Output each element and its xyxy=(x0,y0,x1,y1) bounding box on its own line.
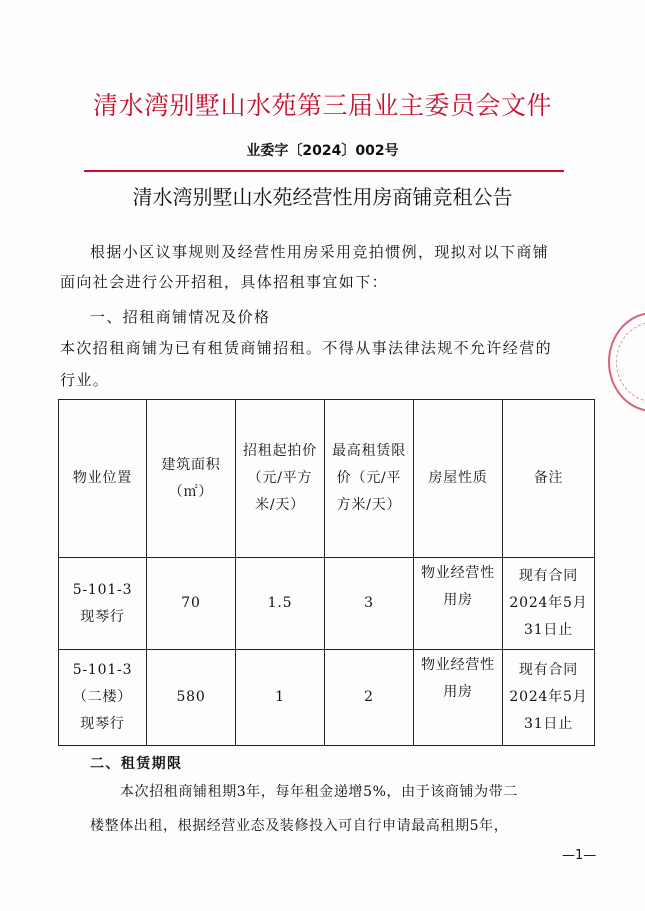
document-header: 清水湾别墅山水苑第三届业主委员会文件 xyxy=(92,91,552,120)
table-header-cell: 建筑面积（㎡） xyxy=(147,400,236,558)
table-cell-property-type: 物业经营性用房 xyxy=(414,650,503,746)
table-cell-remark: 现有合同2024年5月31日止 xyxy=(503,558,595,650)
section2-heading: 二、租赁期限 xyxy=(90,756,183,772)
intro-paragraph-line2: 面向社会进行公开招租，具体招租事宜如下： xyxy=(60,273,389,291)
table-cell-property-type: 物业经营性用房 xyxy=(414,558,503,650)
table-row xyxy=(59,558,595,650)
table-header-row xyxy=(59,400,595,558)
section1-heading: 一、招租商铺情况及价格 xyxy=(90,308,271,326)
table-cell-area: 70 xyxy=(147,558,236,650)
table-header-cell: 物业位置 xyxy=(59,400,147,558)
table-cell-remark: 现有合同2024年5月31日止 xyxy=(503,650,595,746)
table-header-cell: 备注 xyxy=(503,400,595,558)
header-divider xyxy=(84,170,564,172)
document-title: 清水湾别墅山水苑经营性用房商铺竞租公告 xyxy=(132,185,513,209)
document-number: 业委字〔2024〕002号 xyxy=(246,143,399,159)
table-cell-start-price: 1 xyxy=(236,650,325,746)
intro-paragraph-line1: 根据小区议事规则及经营性用房采用竞拍惯例，现拟对以下商铺 xyxy=(90,243,550,261)
section1-text-line1: 本次招租商铺为已有租赁商铺招租。不得从事法律法规不允许经营的 xyxy=(60,339,553,357)
official-seal-inner-ring xyxy=(616,322,645,402)
official-seal-icon xyxy=(608,312,645,412)
table-cell-location: 5-101-3 现琴行 xyxy=(59,558,147,650)
table-cell-location: 5-101-3 （二楼） 现琴行 xyxy=(59,650,147,746)
table-row xyxy=(59,650,595,746)
page-number: —1— xyxy=(562,848,597,863)
table-cell-max-price: 2 xyxy=(325,650,414,746)
section1-text-line2: 行业。 xyxy=(60,371,110,389)
table-cell-area: 580 xyxy=(147,650,236,746)
table-header-cell: 招租起拍价（元/平方米/天） xyxy=(236,400,325,558)
table-cell-max-price: 3 xyxy=(325,558,414,650)
shop-rental-table xyxy=(58,399,595,746)
table-header-cell: 房屋性质 xyxy=(414,400,503,558)
table-header-cell: 最高租赁限价（元/平方米/天） xyxy=(325,400,414,558)
section2-text-line2: 楼整体出租，根据经营业态及装修投入可自行申请最高租期5年， xyxy=(90,818,509,834)
section2-text-line1: 本次招租商铺租期3年，每年租金递增5%，由于该商铺为带二 xyxy=(120,784,518,800)
table-cell-start-price: 1.5 xyxy=(236,558,325,650)
